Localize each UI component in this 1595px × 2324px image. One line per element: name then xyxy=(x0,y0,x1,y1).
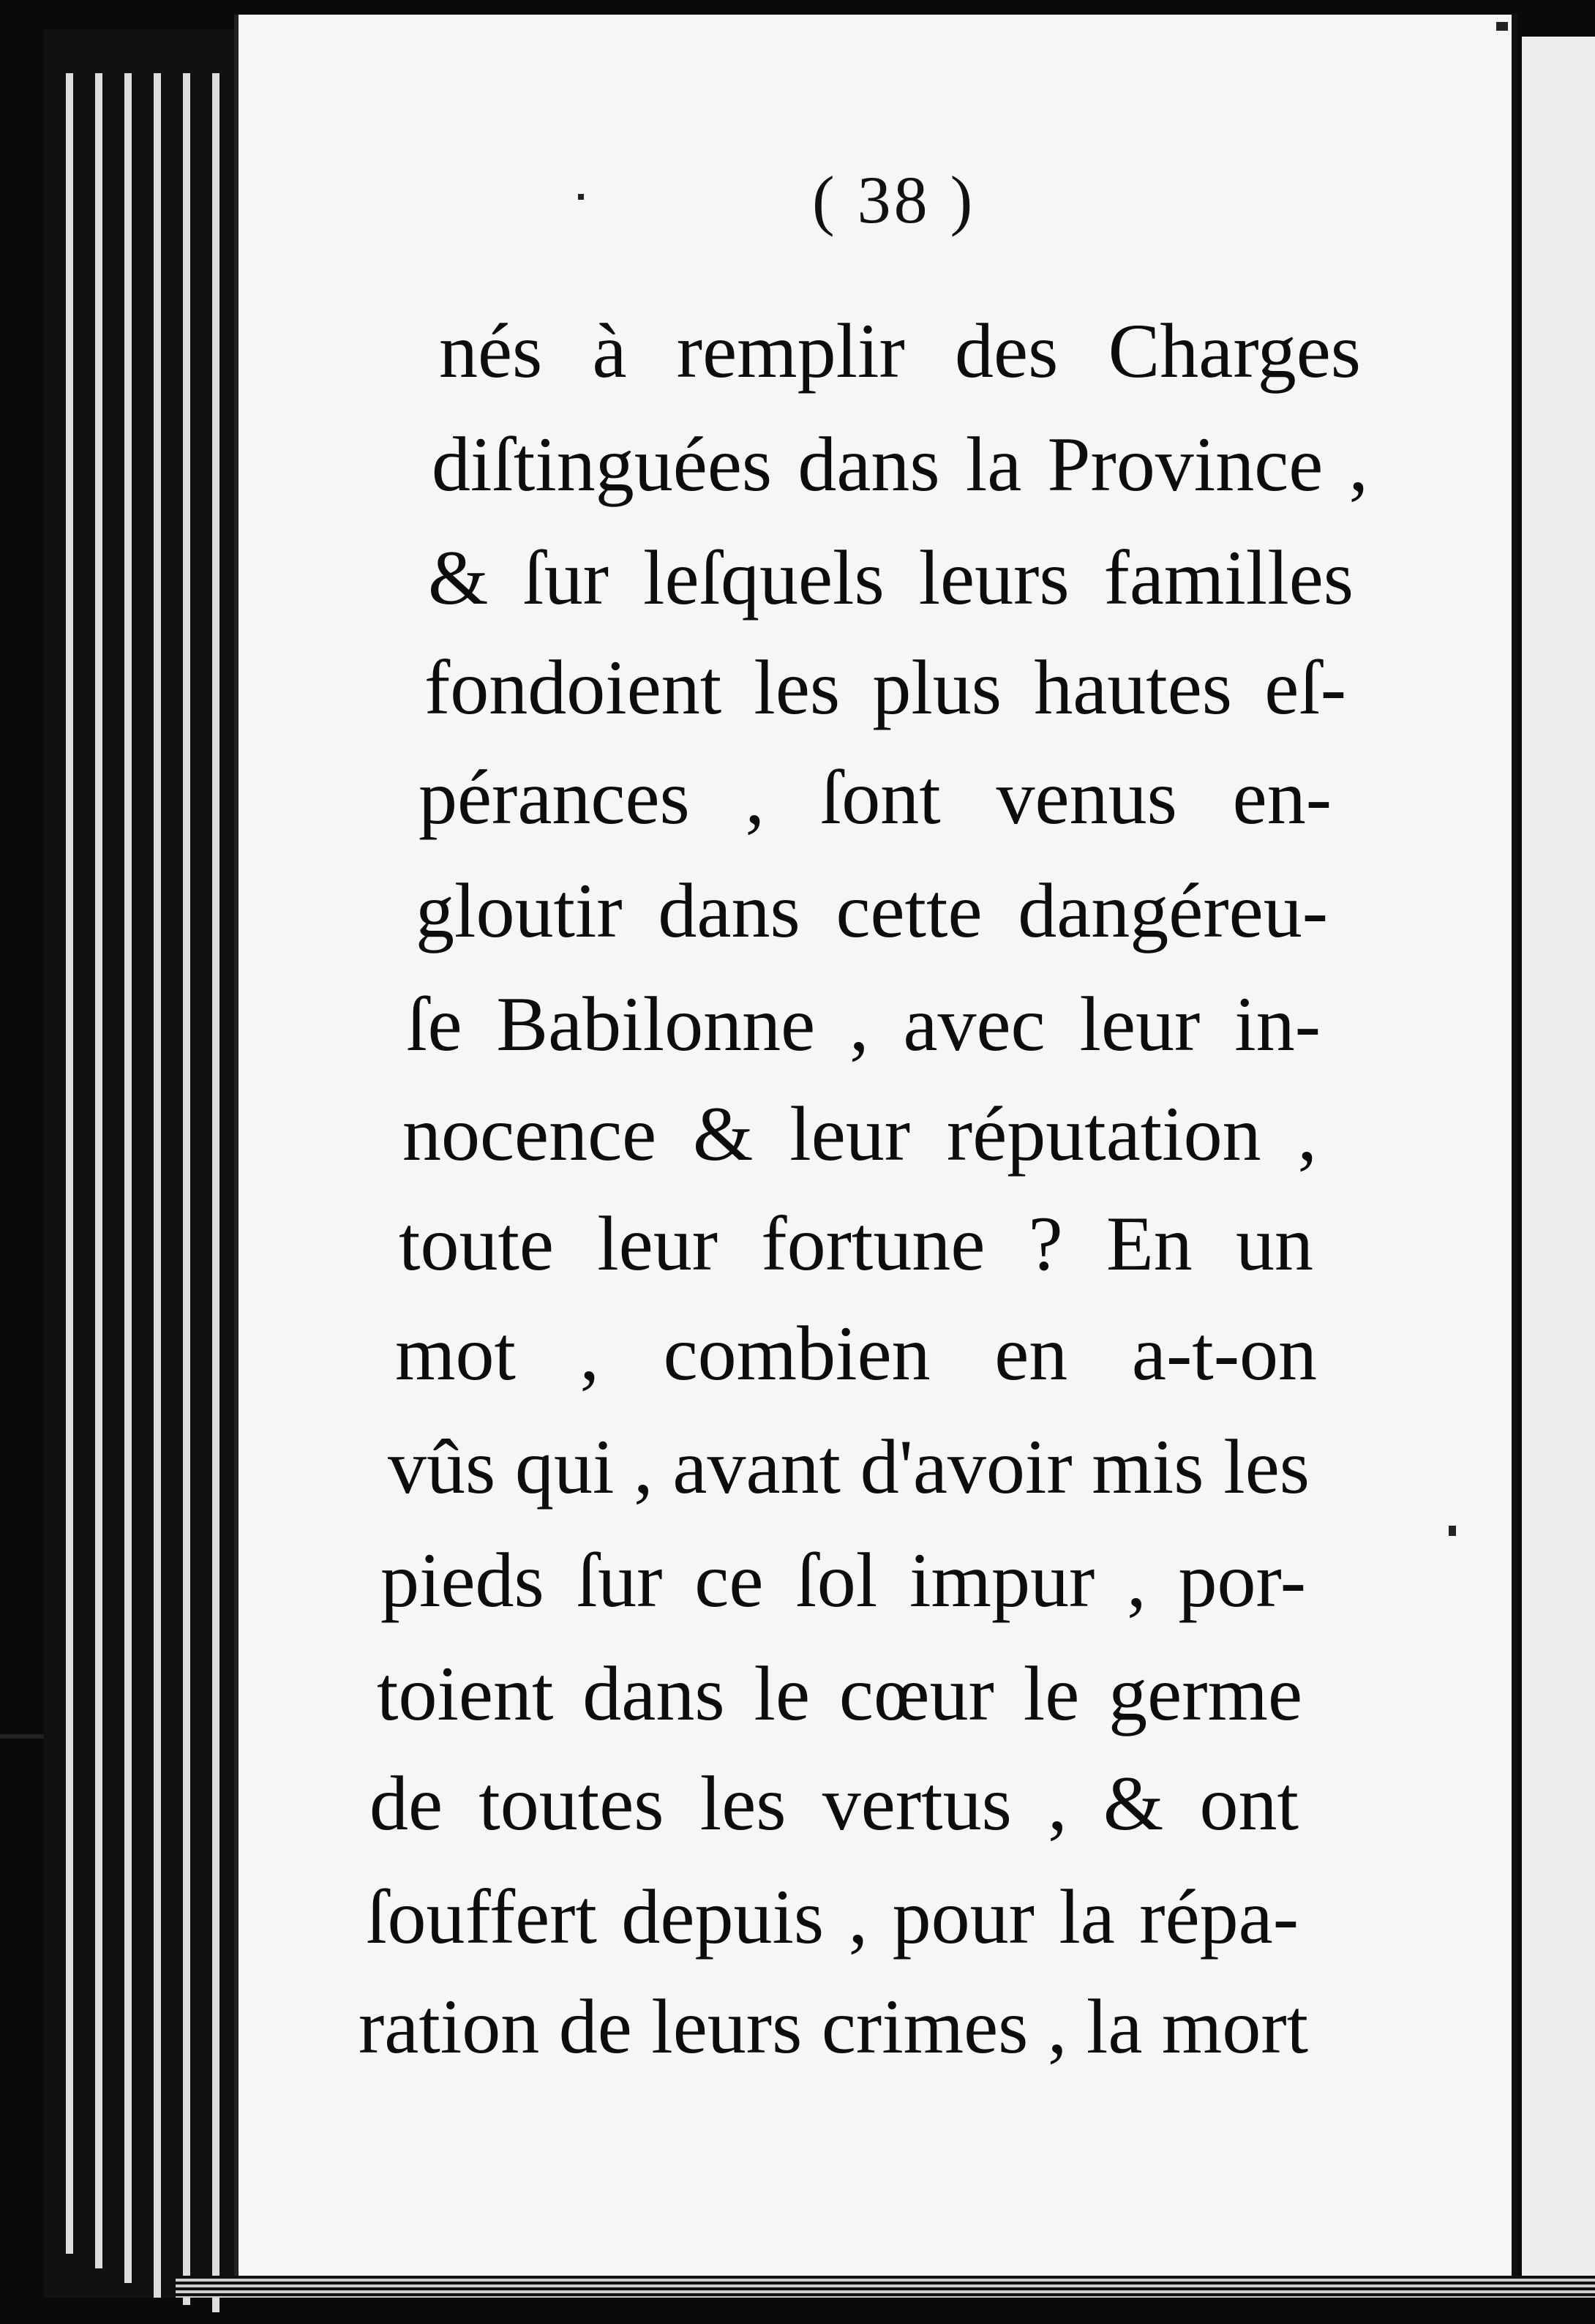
text-line: toient dans le cœur le germe xyxy=(377,1651,1302,1736)
text-line: pieds ſur ce ſol impur , por- xyxy=(380,1537,1306,1623)
scan-speck xyxy=(578,194,584,200)
scan-speck xyxy=(0,1734,44,1739)
scan-speck xyxy=(1496,22,1508,31)
text-line: nocence & leur réputation , xyxy=(402,1091,1317,1177)
text-line: gloutir dans cette dangéreu- xyxy=(416,868,1328,953)
text-line: de toutes les vertus , & ont xyxy=(369,1761,1299,1846)
scan-speck xyxy=(1449,1526,1456,1536)
text-line: ſouffert depuis , pour la répa- xyxy=(366,1874,1299,1960)
text-line: diſtinguées dans la Province , xyxy=(432,421,1368,507)
text-line: toute leur fortune ? En un xyxy=(399,1201,1313,1286)
text-line: fondoient les plus hautes eſ- xyxy=(424,645,1346,730)
text-line: vûs qui , avant d'avoir mis les xyxy=(388,1424,1310,1510)
text-line: ſe Babilonne , avec leur in- xyxy=(406,981,1321,1067)
page-number: ( 38 ) xyxy=(812,162,976,237)
text-line: & ſur leſquels leurs familles xyxy=(428,535,1354,621)
text-line: ration de leurs crimes , la mort xyxy=(359,1984,1309,2069)
text-line: mot , combien en a-t-on xyxy=(395,1311,1317,1396)
text-line: pérances , ſont venus en- xyxy=(419,754,1332,840)
text-line: nés à remplir des Charges xyxy=(439,308,1361,394)
